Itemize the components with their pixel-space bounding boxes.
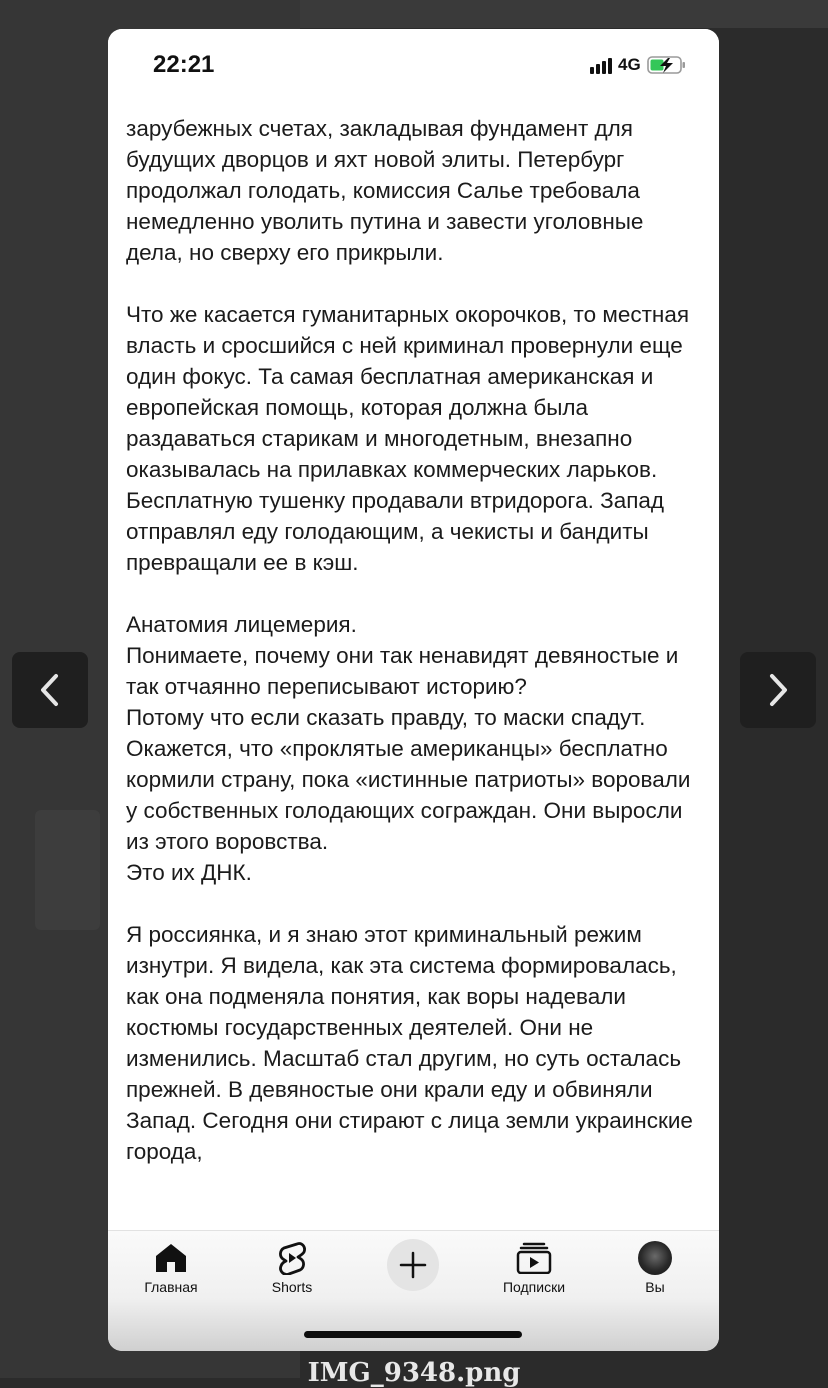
next-image-button[interactable]	[740, 652, 816, 728]
cellular-signal-icon	[590, 57, 612, 74]
status-time: 22:21	[153, 51, 215, 78]
article-paragraph: Что же касается гуманитарных окорочков, то местная власть и сросшийся с ней криминал провернули еще один фокус. Та самая бесплатная американская и европейская помощь, которая должна была раздаваться старикам и многодетным, внезапно оказывалась на прилавках коммерческих ларьков. Бесплатную тушенку продавали втридорога. Запад отправлял еду голодающим, а чекисты и бандиты превращали ее в кэш.	[126, 302, 690, 575]
status-bar	[108, 29, 719, 91]
avatar	[638, 1241, 672, 1275]
tab-you-label: Вы	[645, 1279, 665, 1295]
tab-shorts[interactable]	[242, 1241, 342, 1295]
tab-you[interactable]	[605, 1241, 705, 1295]
phone-screen	[108, 29, 719, 1351]
background-blur-block	[35, 810, 100, 930]
home-icon	[155, 1243, 187, 1273]
network-type: 4G	[618, 55, 641, 74]
chevron-right-icon	[763, 672, 793, 708]
tab-subscriptions-label: Подписки	[502, 1279, 566, 1295]
article-paragraph: Я россиянка, и я знаю этот криминальный режим изнутри. Я видела, как эта система формировалась, как она подменяла понятия, как воры надевали костюмы государственных деятелей. Они не изменились. Масштаб стал другим, но суть осталась прежней. В девяностые они крали еду и обвиняли Запад. Сегодня они стирают с лица земли украинские города,	[126, 922, 693, 1164]
article-text	[126, 77, 706, 1229]
article-paragraph: Анатомия лицемерия. Понимаете, почему они так ненавидят девяностые и так отчаянно переписывают историю? Потому что если сказать правду, то маски спадут. Окажется, что «проклятые американцы» бесплатно кормили страну, пока «истинные патриоты» воровали у собственных голодающих сограждан. Они выросли из этого воровства. Это их ДНК.	[126, 612, 691, 885]
file-caption: IMG_9348.png	[307, 1358, 521, 1388]
previous-image-button[interactable]	[12, 652, 88, 728]
article-paragraph: зарубежных счетах, закладывая фундамент для будущих дворцов и яхт новой элиты. Петербург продолжал голодать, комиссия Салье требовала немедленно уволить путина и завести уголовные дела, но сверху его прикрыли.	[126, 116, 644, 265]
tab-home-label: Главная	[144, 1279, 198, 1295]
shorts-icon	[277, 1241, 307, 1275]
chevron-left-icon	[35, 672, 65, 708]
battery-charging-icon	[647, 55, 687, 75]
tab-shorts-label: Shorts	[271, 1279, 313, 1295]
tab-home[interactable]	[121, 1241, 221, 1295]
create-button[interactable]	[387, 1239, 439, 1291]
tab-subscriptions[interactable]	[484, 1241, 584, 1295]
status-indicators	[590, 55, 687, 75]
subscriptions-icon	[516, 1242, 552, 1274]
plus-icon	[399, 1251, 427, 1279]
background-top-strip	[300, 0, 828, 28]
home-indicator	[304, 1331, 522, 1338]
